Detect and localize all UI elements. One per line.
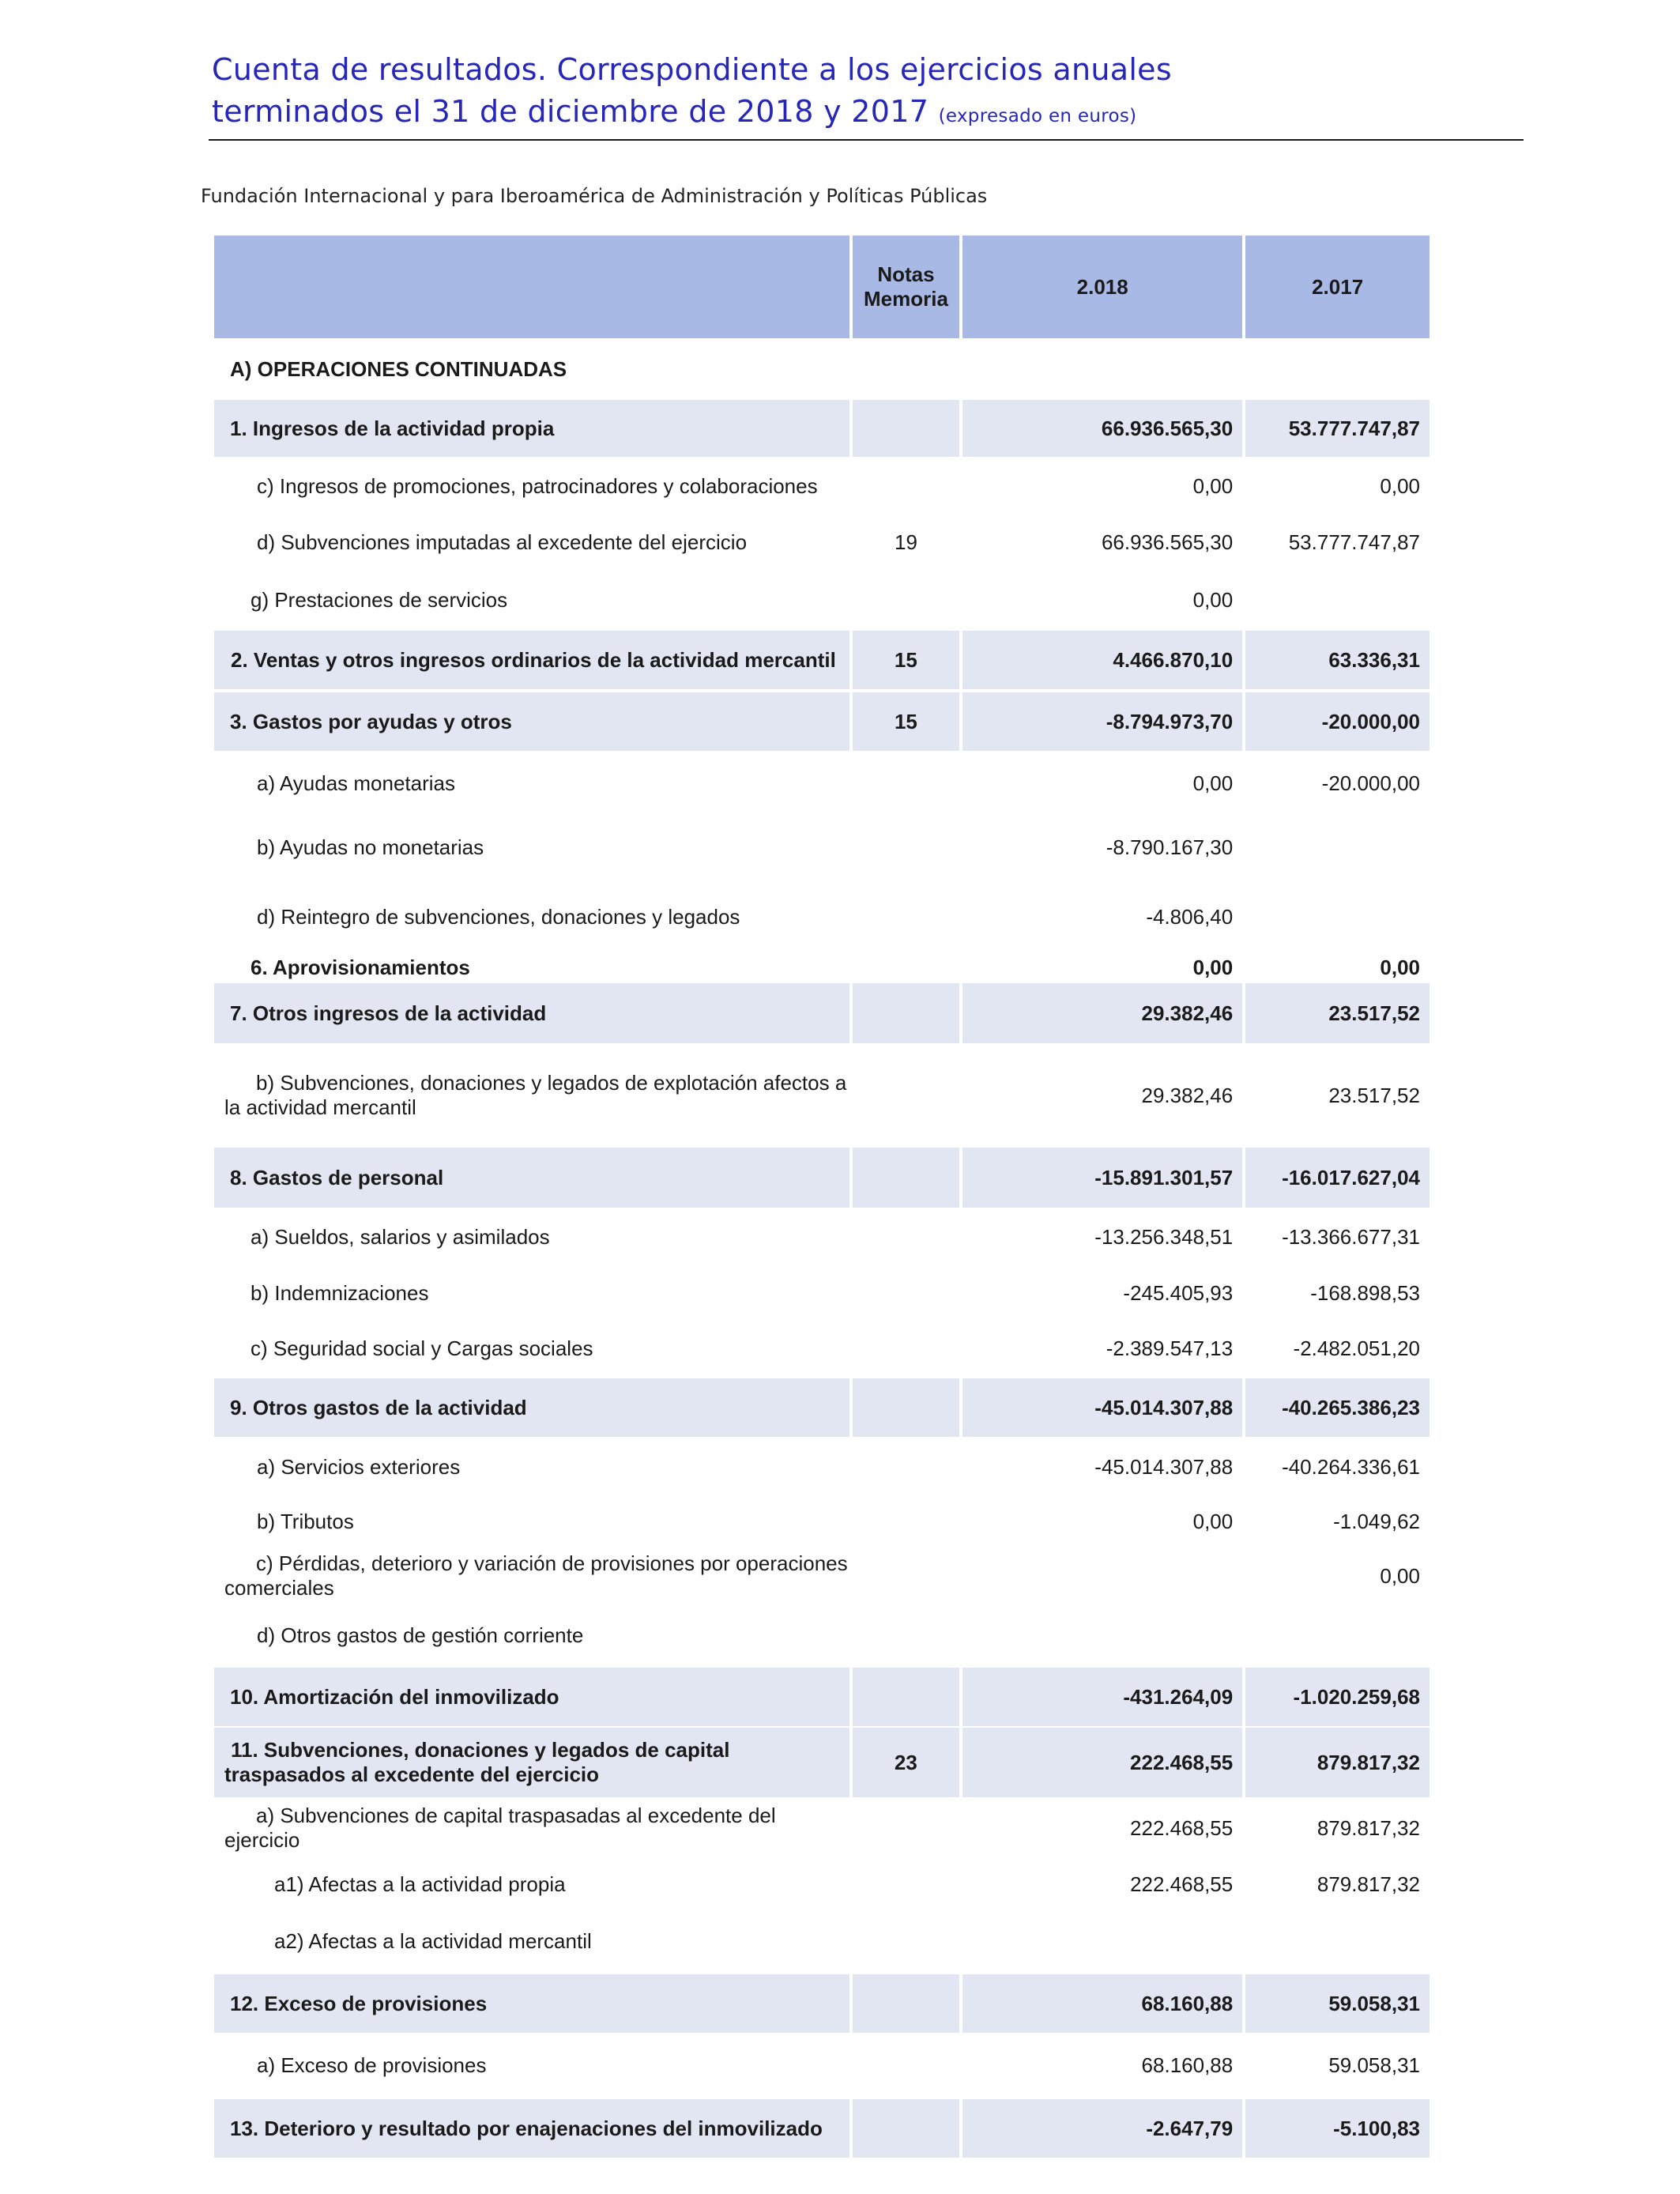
- row-concept: a) Servicios exteriores: [257, 1454, 461, 1479]
- row-2018: -8.794.973,70: [962, 692, 1242, 751]
- row-2018: 0,00: [1192, 473, 1234, 498]
- header-2017: 2.017: [1245, 236, 1430, 338]
- table-row: [214, 816, 1430, 879]
- row-concept: 7. Otros ingresos de la actividad: [214, 983, 849, 1043]
- row-concept: 3. Gastos por ayudas y otros: [214, 692, 849, 751]
- header-2018: 2.018: [962, 236, 1242, 338]
- row-notes: [853, 1546, 959, 1606]
- row-2017: [1245, 1606, 1430, 1664]
- row-notes: [853, 955, 959, 980]
- row-concept: a2) Afectas a la actividad mercantil: [274, 1928, 592, 1953]
- row-2017: -2.482.051,20: [1293, 1336, 1420, 1360]
- row-notes: [853, 1266, 959, 1320]
- row-notes: [853, 879, 959, 955]
- row-notes: [853, 1606, 959, 1664]
- row-2017: 879.817,32: [1245, 1728, 1430, 1797]
- row-concept: d) Subvenciones imputadas al excedente del ejercicio: [257, 530, 748, 554]
- row-concept: 10. Amortización del inmovilizado: [214, 1668, 849, 1726]
- row-notes: [853, 1437, 959, 1497]
- row-2017: 63.336,31: [1245, 631, 1430, 689]
- row-2018: 66.936.565,30: [1101, 530, 1234, 554]
- table-row: [214, 955, 1430, 980]
- table-row: [214, 1378, 1430, 1437]
- row-2017: -13.366.677,31: [1282, 1224, 1420, 1249]
- row-notes: 15: [853, 631, 959, 689]
- table-row: [214, 400, 1430, 457]
- row-2018: -13.256.348,51: [1094, 1224, 1234, 1249]
- row-concept: 8. Gastos de personal: [214, 1148, 849, 1208]
- row-notes: [853, 1497, 959, 1546]
- row-2018: 68.160,88: [962, 1974, 1242, 2033]
- row-concept: 9. Otros gastos de la actividad: [214, 1378, 849, 1437]
- row-concept-text: c) Pérdidas, deterioro y variación de provisiones por operaciones comerciales: [224, 1551, 848, 1600]
- table-row: [214, 1043, 1430, 1148]
- row-2018: [962, 338, 1242, 400]
- row-concept: b) Indemnizaciones: [250, 1280, 429, 1305]
- row-2018: 0,00: [1192, 587, 1234, 612]
- row-2017: -40.264.336,61: [1282, 1454, 1420, 1479]
- row-concept: [214, 631, 849, 689]
- row-notes: [853, 983, 959, 1043]
- row-concept: g) Prestaciones de servicios: [250, 587, 508, 612]
- row-notes: [853, 816, 959, 879]
- row-2018: -2.647,79: [962, 2099, 1242, 2158]
- row-2017: 23.517,52: [1245, 983, 1430, 1043]
- table-row: [214, 2099, 1430, 2158]
- row-concept: a) Exceso de provisiones: [257, 2053, 487, 2077]
- row-concept: 6. Aprovisionamientos: [250, 955, 470, 979]
- table-row: [214, 1728, 1430, 1797]
- row-2017: [1245, 1909, 1430, 1973]
- row-2018: -8.790.167,30: [1106, 835, 1234, 859]
- row-notes: 19: [895, 530, 917, 554]
- row-2018: [962, 1546, 1242, 1606]
- row-concept-text: 11. Subvenciones, donaciones y legados de capital traspasados al excedente del ejercicio: [224, 1738, 730, 1786]
- row-2017: 879.817,32: [1317, 1815, 1420, 1840]
- row-2018: [962, 1606, 1242, 1664]
- row-notes: [853, 1148, 959, 1208]
- row-2018: -15.891.301,57: [962, 1148, 1242, 1208]
- table-row: [214, 879, 1430, 955]
- row-concept: [214, 1043, 849, 1148]
- table-row: [214, 338, 1430, 400]
- row-2018: 222.468,55: [962, 1728, 1242, 1797]
- row-notes: 23: [853, 1728, 959, 1797]
- row-2018: 222.468,55: [1130, 1872, 1234, 1896]
- table-row: [214, 1266, 1430, 1320]
- row-2017: [1245, 879, 1430, 955]
- table-row: [214, 1909, 1430, 1973]
- row-concept: a) Sueldos, salarios y asimilados: [250, 1224, 550, 1249]
- table-row: [214, 1320, 1430, 1377]
- income-statement-table: [214, 236, 1430, 2158]
- row-2018: 66.936.565,30: [962, 400, 1242, 457]
- row-2018: 0,00: [1192, 955, 1234, 979]
- row-2017: -40.265.386,23: [1245, 1378, 1430, 1437]
- row-2017: [1245, 338, 1430, 400]
- table-row: [214, 1859, 1430, 1909]
- row-concept: b) Tributos: [257, 1509, 354, 1533]
- document-title: [212, 49, 1516, 138]
- table-row: [214, 1546, 1430, 1606]
- row-2018: 29.382,46: [1141, 1083, 1234, 1107]
- organization-name: Fundación Internacional y para Iberoamérica de Administración y Políticas Públicas: [201, 185, 988, 207]
- title-unit: (expresado en euros): [938, 106, 1137, 126]
- row-notes: [853, 400, 959, 457]
- table-row: [214, 569, 1430, 631]
- header-concept: [214, 236, 849, 338]
- row-notes: [853, 1378, 959, 1437]
- row-2018: -4.806,40: [1146, 904, 1234, 929]
- row-notes: [853, 1859, 959, 1909]
- row-2017: 0,00: [1380, 1563, 1420, 1588]
- row-2018: 0,00: [1192, 771, 1234, 795]
- row-2017: 0,00: [1380, 955, 1420, 979]
- table-row: [214, 751, 1430, 816]
- row-2017: -5.100,83: [1245, 2099, 1430, 2158]
- row-2018: -245.405,93: [1123, 1280, 1234, 1305]
- row-2017: 0,00: [1380, 473, 1420, 498]
- row-2017: 23.517,52: [1328, 1083, 1420, 1107]
- row-2018: 29.382,46: [962, 983, 1242, 1043]
- row-2017: -1.020.259,68: [1245, 1668, 1430, 1726]
- row-2018: 4.466.870,10: [962, 631, 1242, 689]
- row-concept: 1. Ingresos de la actividad propia: [214, 400, 849, 457]
- row-notes: [853, 569, 959, 631]
- row-2018: -45.014.307,88: [962, 1378, 1242, 1437]
- row-concept-text: b) Subvenciones, donaciones y legados de explotación afectos a la actividad mercantil: [224, 1071, 847, 1119]
- row-2017: 59.058,31: [1245, 1974, 1430, 2033]
- row-2017: 879.817,32: [1317, 1872, 1420, 1896]
- header-notes: Notas Memoria: [853, 236, 959, 338]
- title-divider: [209, 139, 1524, 141]
- row-2018: -2.389.547,13: [1106, 1336, 1234, 1360]
- table-row: [214, 457, 1430, 515]
- row-2017: 53.777.747,87: [1288, 530, 1420, 554]
- title-line-2: [212, 91, 1516, 138]
- row-2018: -431.264,09: [962, 1668, 1242, 1726]
- row-2017: -16.017.627,04: [1245, 1148, 1430, 1208]
- row-2017: [1245, 569, 1430, 631]
- row-notes: [853, 1668, 959, 1726]
- row-concept: c) Ingresos de promociones, patrocinadores y colaboraciones: [257, 473, 818, 498]
- row-notes: [853, 1974, 959, 2033]
- row-concept-text: a) Subvenciones de capital traspasadas al excedente del ejercicio: [224, 1804, 776, 1852]
- table-row: [214, 983, 1430, 1043]
- row-concept: d) Otros gastos de gestión corriente: [257, 1623, 584, 1647]
- row-2018: -45.014.307,88: [1094, 1454, 1234, 1479]
- table-row: [214, 1974, 1430, 2033]
- table-row: [214, 2033, 1430, 2098]
- row-2017: 53.777.747,87: [1245, 400, 1430, 457]
- row-notes: [853, 2033, 959, 2098]
- row-notes: [853, 1909, 959, 1973]
- row-concept: [214, 1728, 849, 1797]
- row-concept: 13. Deterioro y resultado por enajenaciones del inmovilizado: [214, 2099, 849, 2158]
- table-row: [214, 1208, 1430, 1266]
- table-row: [214, 1148, 1430, 1208]
- row-notes: [853, 1208, 959, 1266]
- row-concept: d) Reintegro de subvenciones, donaciones y legados: [257, 904, 740, 929]
- table-row: [214, 1797, 1430, 1859]
- row-concept: 12. Exceso de provisiones: [214, 1974, 849, 2033]
- row-notes: [853, 2099, 959, 2158]
- row-notes: [853, 751, 959, 816]
- row-2017: -1.049,62: [1333, 1509, 1420, 1533]
- table-row: [214, 515, 1430, 569]
- row-notes: [853, 338, 959, 400]
- row-2018: 68.160,88: [1141, 2053, 1234, 2077]
- table-row: [214, 631, 1430, 689]
- table-row: [214, 1497, 1430, 1546]
- row-notes: [853, 1320, 959, 1377]
- row-notes: [853, 457, 959, 515]
- row-2017: [1245, 816, 1430, 879]
- row-concept: a1) Afectas a la actividad propia: [274, 1872, 566, 1896]
- row-concept: A) OPERACIONES CONTINUADAS: [230, 356, 567, 381]
- row-concept-text: 2. Ventas y otros ingresos ordinarios de la actividad mercantil: [231, 647, 836, 672]
- row-notes: [853, 1797, 959, 1859]
- table-row: [214, 1437, 1430, 1497]
- row-concept: a) Ayudas monetarias: [257, 771, 455, 795]
- row-2017: -20.000,00: [1245, 692, 1430, 751]
- row-2018: 0,00: [1192, 1509, 1234, 1533]
- row-concept: [214, 1546, 849, 1606]
- row-concept: b) Ayudas no monetarias: [257, 835, 484, 859]
- table-row: [214, 1606, 1430, 1664]
- row-2017: 59.058,31: [1328, 2053, 1420, 2077]
- row-2018: 222.468,55: [1130, 1815, 1234, 1840]
- table-header-row: [214, 236, 1430, 338]
- row-notes: [853, 1043, 959, 1148]
- row-2018: [962, 1909, 1242, 1973]
- row-concept: [214, 1797, 849, 1859]
- row-concept: c) Seguridad social y Cargas sociales: [250, 1336, 593, 1360]
- row-2017: -20.000,00: [1321, 771, 1420, 795]
- title-line-2-text: terminados el 31 de diciembre de 2018 y 2017: [212, 94, 929, 129]
- table-row: [214, 692, 1430, 751]
- row-2017: -168.898,53: [1310, 1280, 1420, 1305]
- row-notes: 15: [853, 692, 959, 751]
- table-row: [214, 1668, 1430, 1726]
- title-line-1: Cuenta de resultados. Correspondiente a los ejercicios anuales: [212, 52, 1172, 87]
